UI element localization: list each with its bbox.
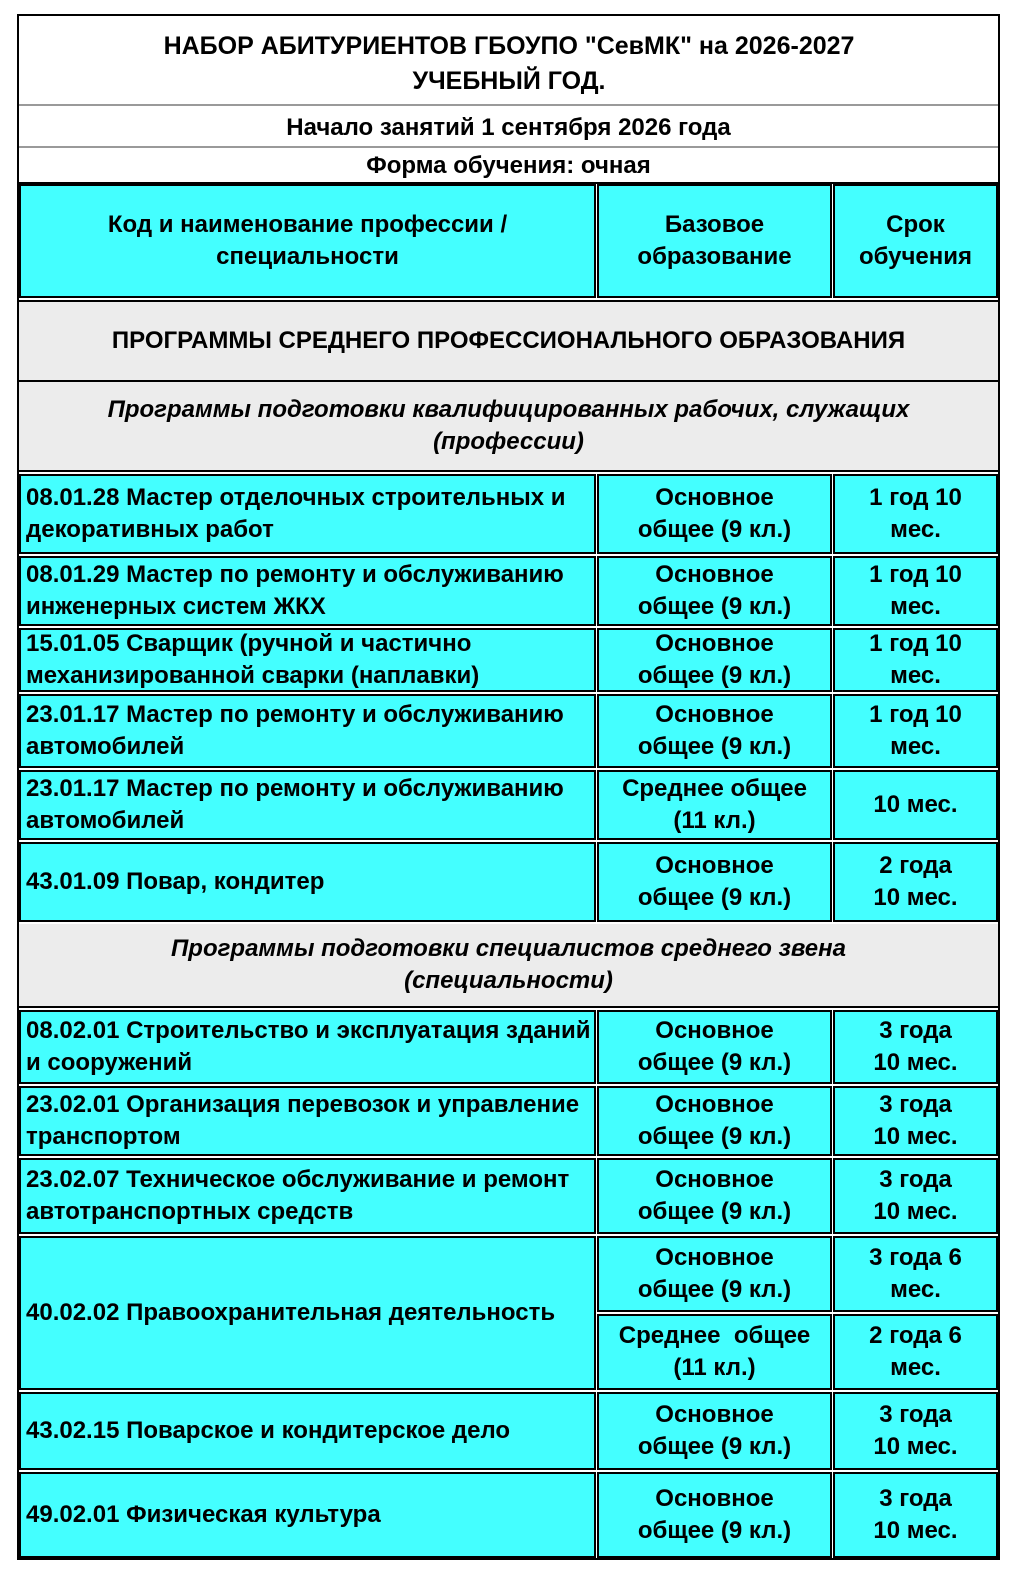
base-text: Основное общее (9 кл.): [637, 852, 792, 911]
section-title-text: ПРОГРАММЫ СРЕДНЕГО ПРОФЕССИОНАЛЬНОГО ОБРАЗОВАНИЯ: [111, 327, 906, 354]
program-text: 23.02.07 Техническое обслуживание и ремонт автотранспортных средств: [26, 1166, 570, 1225]
base-cell: [597, 1392, 832, 1470]
program-cell: [19, 628, 596, 692]
base-text: Основное общее (9 кл.): [637, 1401, 792, 1460]
program-cell: [19, 556, 596, 626]
duration-cell-alt: [833, 1314, 998, 1390]
base-text: Основное общее (9 кл.): [637, 630, 792, 689]
duration-text: 10 мес.: [873, 791, 958, 818]
program-text: 08.02.01 Строительство и эксплуатация зданий и сооружений: [26, 1017, 591, 1076]
start-date-text: Начало занятий 1 сентября 2026 года: [286, 114, 731, 141]
duration-cell: [833, 1086, 998, 1156]
duration-cell: [833, 1472, 998, 1558]
program-text: 49.02.01 Физическая культура: [26, 1501, 381, 1528]
program-text: 08.01.28 Мастер отделочных строительных и декоративных работ: [26, 484, 566, 543]
duration-text: 1 год 10 мес.: [869, 630, 962, 689]
group-title: [19, 924, 998, 1008]
base-cell-alt: [597, 1314, 832, 1390]
base-text: Среднее общее (11 кл.): [622, 775, 807, 834]
column-header-base-text: Базовое образование: [637, 211, 792, 270]
base-cell: [597, 628, 832, 692]
base-cell: [597, 1086, 832, 1156]
page-title-text: НАБОР АБИТУРИЕНТОВ ГБОУПО "СевМК" на 2026-2027 УЧЕБНЫЙ ГОД.: [163, 32, 855, 95]
duration-text: 2 года 6 мес.: [869, 1322, 962, 1381]
duration-cell: [833, 1236, 998, 1312]
base-text: Среднее общее (11 кл.): [618, 1322, 817, 1381]
duration-cell: [833, 1158, 998, 1234]
duration-text: 3 года 10 мес.: [873, 1166, 958, 1225]
base-cell: [597, 694, 832, 768]
group-title-text: Программы подготовки специалистов среднего звена (специальности): [171, 935, 846, 994]
program-text: 23.02.01 Организация перевозок и управление транспортом: [26, 1091, 580, 1150]
duration-text: 3 года 10 мес.: [873, 1401, 958, 1460]
study-form-text: Форма обучения: очная: [366, 152, 651, 179]
admissions-table: [17, 14, 1000, 1560]
group-title-text: Программы подготовки квалифицированных рабочих, служащих (профессии): [107, 396, 910, 455]
divider: [19, 104, 998, 106]
duration-text: 3 года 10 мес.: [873, 1091, 958, 1150]
program-cell: [19, 1010, 596, 1084]
duration-text: 3 года 10 мес.: [873, 1485, 958, 1544]
base-text: Основное общее (9 кл.): [637, 1166, 792, 1225]
program-cell: [19, 1392, 596, 1470]
divider: [19, 146, 998, 148]
base-text: Основное общее (9 кл.): [637, 1091, 792, 1150]
duration-cell: [833, 1010, 998, 1084]
duration-cell: [833, 694, 998, 768]
base-text: Основное общее (9 кл.): [637, 561, 792, 620]
column-header-duration-text: Срок обучения: [858, 211, 973, 270]
duration-text: 3 года 10 мес.: [873, 1017, 958, 1076]
program-cell: [19, 770, 596, 840]
program-text: 40.02.02 Правоохранительная деятельность: [26, 1299, 556, 1326]
page-title: [99, 24, 919, 104]
program-text: 23.01.17 Мастер по ремонту и обслуживанию автомобилей: [26, 775, 564, 834]
base-cell: [597, 556, 832, 626]
column-header-duration: [833, 184, 998, 298]
program-cell: [19, 1086, 596, 1156]
base-cell: [597, 842, 832, 922]
section-title: [19, 300, 998, 382]
column-header-program-text: Код и наименование профессии / специальности: [107, 211, 508, 270]
base-cell: [597, 770, 832, 840]
program-text: 08.01.29 Мастер по ремонту и обслуживанию инженерных систем ЖКХ: [26, 561, 564, 620]
program-cell: [19, 694, 596, 768]
base-text: Основное общее (9 кл.): [637, 1485, 792, 1544]
program-text: 23.01.17 Мастер по ремонту и обслуживанию автомобилей: [26, 701, 564, 760]
program-cell: [19, 1158, 596, 1234]
program-cell: [19, 474, 596, 554]
program-cell: [19, 842, 596, 922]
base-cell: [597, 1010, 832, 1084]
duration-cell: [833, 556, 998, 626]
duration-text: 1 год 10 мес.: [869, 701, 962, 760]
duration-text: 2 года 10 мес.: [873, 852, 958, 911]
column-header-base: [597, 184, 832, 298]
base-text: Основное общее (9 кл.): [637, 1244, 792, 1303]
program-text: 43.02.15 Поварское и кондитерское дело: [26, 1417, 511, 1444]
group-title: [19, 382, 998, 472]
duration-cell: [833, 842, 998, 922]
duration-text: 1 год 10 мес.: [869, 561, 962, 620]
base-cell: [597, 474, 832, 554]
start-date: [19, 108, 998, 148]
base-cell: [597, 1158, 832, 1234]
column-header-program: [19, 184, 596, 298]
duration-text: 3 года 6 мес.: [869, 1244, 962, 1303]
program-cell: [19, 1472, 596, 1558]
program-cell: [19, 1236, 596, 1390]
duration-cell: [833, 628, 998, 692]
base-cell: [597, 1236, 832, 1312]
duration-cell: [833, 1392, 998, 1470]
base-text: Основное общее (9 кл.): [637, 1017, 792, 1076]
base-cell: [597, 1472, 832, 1558]
program-text: 43.01.09 Повар, кондитер: [26, 868, 325, 895]
base-text: Основное общее (9 кл.): [637, 701, 792, 760]
program-text: 15.01.05 Сварщик (ручной и частично механизированной сварки (наплавки): [26, 630, 480, 689]
duration-cell: [833, 770, 998, 840]
duration-cell: [833, 474, 998, 554]
duration-text: 1 год 10 мес.: [869, 484, 962, 543]
study-form: [19, 150, 998, 182]
base-text: Основное общее (9 кл.): [637, 484, 792, 543]
